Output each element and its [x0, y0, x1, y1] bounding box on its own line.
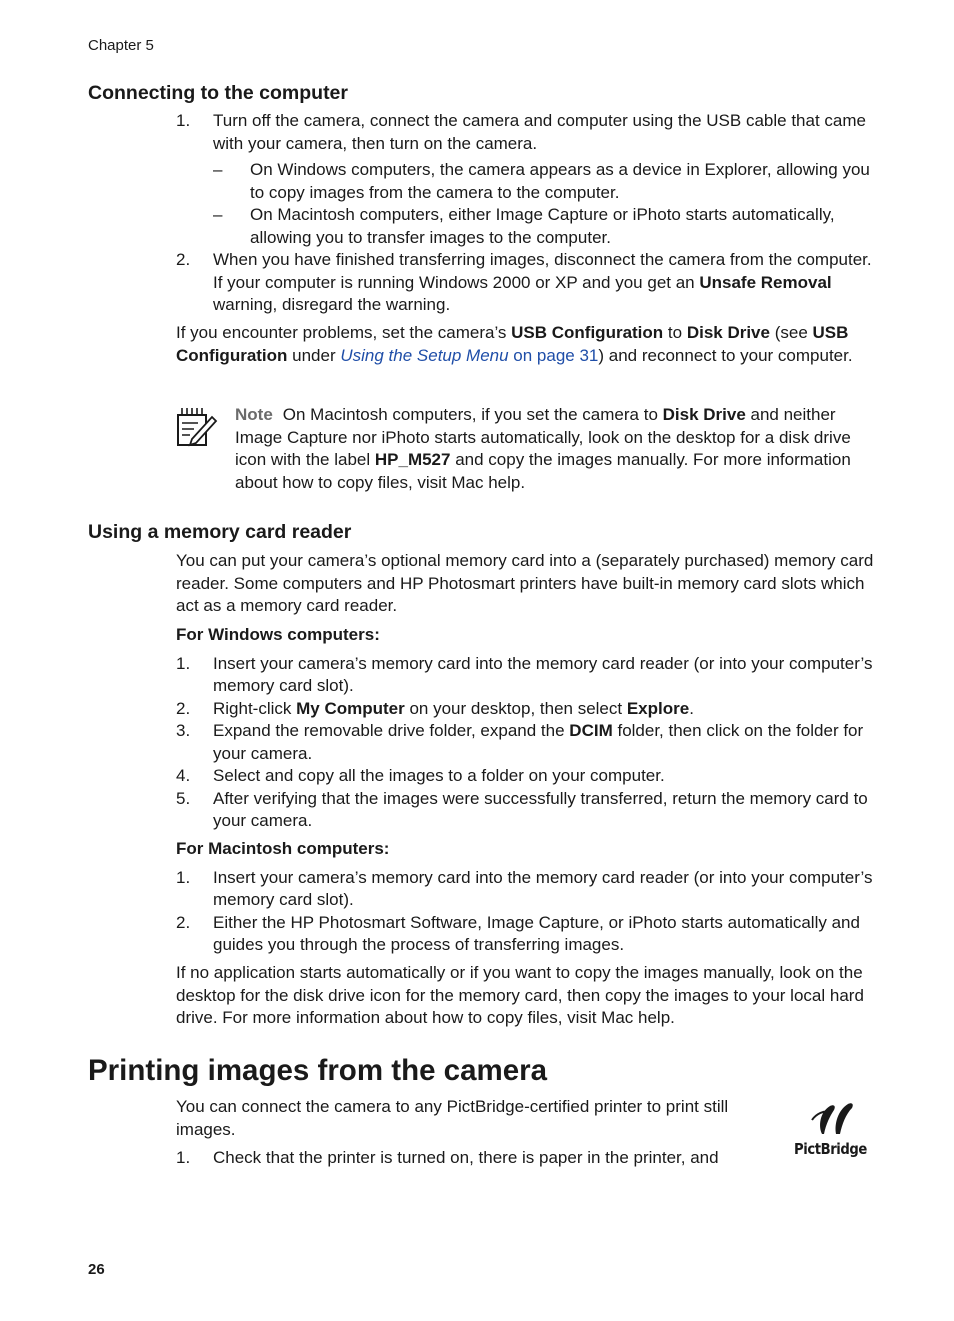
- step-text: Insert your camera’s memory card into the memory card reader (or into your computer’s memory card slot).: [213, 867, 873, 909]
- list-item: [176, 867, 882, 912]
- list-item: [176, 249, 882, 317]
- mac-label: For Macintosh computers:: [176, 839, 390, 858]
- windows-instructions: [176, 624, 882, 833]
- bold-term: DCIM: [569, 721, 613, 740]
- list-number: 2.: [176, 698, 191, 718]
- bold-term: My Computer: [296, 698, 405, 718]
- step-text: folder, then click on the folder for your camera.: [213, 721, 864, 763]
- dash-marker: –: [213, 205, 223, 224]
- link-page: on page 31: [508, 345, 599, 365]
- list-number: 1.: [176, 867, 191, 887]
- text: (see: [769, 323, 813, 342]
- step-text: Turn off the camera, connect the camera and computer using the USB cable that came with your camera, then turn on the camera.: [213, 111, 866, 153]
- outro-text: If no application starts automatically or if you want to copy the images manually, look on the desktop for the disk drive icon for the memory card, then copy the images to your local hard drive. For more information about how to copy files, visit Mac help.: [176, 963, 864, 1027]
- list-item: [176, 653, 882, 698]
- list-number: 2.: [176, 912, 191, 932]
- bold-term: Disk Drive: [686, 323, 770, 342]
- bold-term: HP_M527: [374, 450, 451, 469]
- bold-term: Disk Drive: [662, 405, 746, 424]
- printing-intro: [176, 1096, 786, 1170]
- list-item: [176, 698, 882, 721]
- text: under: [287, 345, 341, 365]
- list-number: 4.: [176, 766, 191, 785]
- note-label: Note: [235, 405, 273, 424]
- dash-marker: –: [213, 160, 223, 179]
- text: If you encounter problems, set the camera’s: [176, 323, 512, 342]
- section-title-connecting: Connecting to the computer: [88, 82, 348, 104]
- list-item: [213, 159, 882, 204]
- bold-term: USB Configuration: [511, 323, 664, 342]
- bullet-text: On Macintosh computers, either Image Capture or iPhoto starts automatically, allowing you to transfer images to the computer.: [250, 205, 835, 247]
- printing-step-list: [176, 1147, 786, 1170]
- list-number: 2.: [176, 250, 191, 269]
- list-item: [213, 204, 882, 249]
- windows-step-list: [176, 653, 882, 833]
- pictbridge-mark-icon: [794, 1098, 870, 1138]
- list-item: [176, 788, 882, 833]
- step-text: on your desktop, then select: [404, 698, 627, 718]
- note-box: [235, 404, 882, 494]
- note-pencil-icon: [176, 405, 218, 449]
- step-text: Expand the removable drive folder, expand the: [213, 721, 570, 740]
- list-number: 1.: [176, 653, 191, 673]
- list-item: [176, 1147, 786, 1170]
- bullet-list: [213, 159, 882, 249]
- text: ) and reconnect to your computer.: [598, 345, 853, 365]
- troubleshoot-paragraph: [176, 322, 882, 367]
- section-title-memory-card: Using a memory card reader: [88, 521, 352, 543]
- connecting-step-list: [176, 110, 882, 317]
- list-item: [176, 720, 882, 765]
- mac-step-list: [176, 867, 882, 957]
- chapter-header: Chapter 5: [88, 37, 154, 54]
- pictbridge-logo-text: PictBridge: [794, 1140, 867, 1158]
- windows-label: For Windows computers:: [176, 625, 380, 644]
- step-text: Right-click: [213, 698, 297, 718]
- list-item: [176, 912, 882, 957]
- step-text: Insert your camera’s memory card into the memory card reader (or into your computer’s memory card slot).: [213, 653, 873, 695]
- step-text: When you have finished transferring images, disconnect the camera from the computer. If your computer is running Windows 2000 or XP and you get an: [213, 250, 872, 292]
- list-number: 3.: [176, 721, 191, 740]
- text: to: [663, 323, 687, 342]
- text: and neither Image Capture nor iPhoto starts automatically, look on the desktop for a disk drive icon with the label: [235, 405, 851, 469]
- bold-term: Unsafe Removal: [699, 272, 832, 292]
- link-text: Using the Setup Menu: [340, 345, 509, 365]
- step-text: .: [689, 698, 694, 718]
- list-number: 5.: [176, 788, 191, 808]
- step-text: Either the HP Photosmart Software, Image Capture, or iPhoto starts automatically and guides you through the process of transferring images.: [213, 912, 860, 954]
- bold-term: Explore: [626, 698, 690, 718]
- step-text: Check that the printer is turned on, there is paper in the printer, and: [213, 1148, 719, 1167]
- bold-term: USB Configuration: [176, 323, 849, 365]
- intro-text: You can connect the camera to any PictBridge-certified printer to print still images.: [176, 1097, 729, 1139]
- list-number: 1.: [176, 1148, 191, 1167]
- memory-card-outro: [176, 962, 882, 1030]
- text: On Macintosh computers, if you set the camera to: [282, 405, 663, 424]
- setup-menu-link[interactable]: [340, 346, 598, 365]
- connecting-steps: [176, 110, 882, 317]
- list-item: [176, 765, 882, 788]
- step-text: After verifying that the images were successfully transferred, return the memory card to your camera.: [213, 788, 868, 830]
- section-title-printing: Printing images from the camera: [88, 1054, 548, 1087]
- page-number: 26: [88, 1261, 105, 1278]
- bullet-text: On Windows computers, the camera appears as a device in Explorer, allowing you to copy images from the camera to the computer.: [250, 160, 870, 202]
- memory-card-intro: [176, 550, 882, 618]
- step-text: warning, disregard the warning.: [213, 295, 451, 314]
- intro-text: You can put your camera’s optional memory card into a (separately purchased) memory card reader. Some computers and HP Photosmart printers have built-in memory card slots which act as a memory card reader.: [176, 551, 874, 615]
- pictbridge-logo: [794, 1098, 870, 1164]
- step-text: Select and copy all the images to a folder on your computer.: [213, 766, 665, 785]
- list-number: 1.: [176, 111, 191, 130]
- list-item: [176, 110, 882, 249]
- mac-instructions: [176, 838, 882, 957]
- text: and copy the images manually. For more information about how to copy files, visit Mac help.: [235, 450, 851, 492]
